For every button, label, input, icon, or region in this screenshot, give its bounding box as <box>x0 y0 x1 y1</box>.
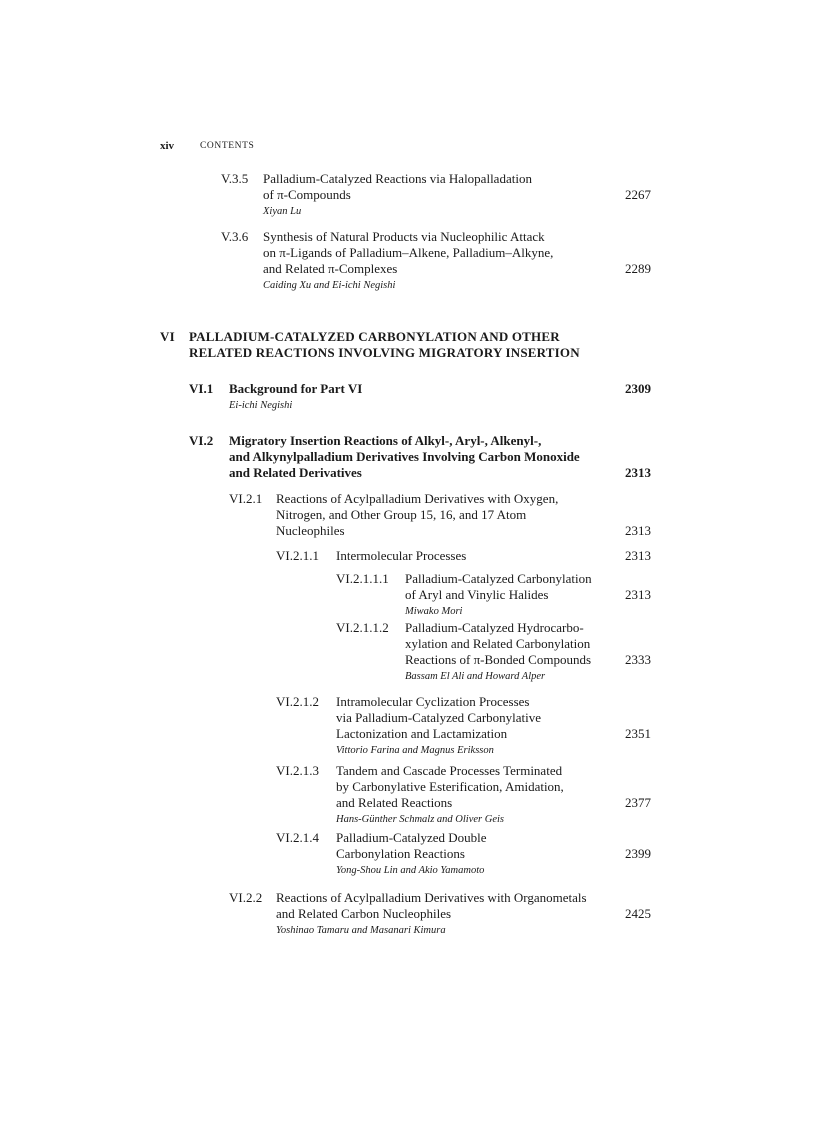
toc-entry-id: V.3.6 <box>221 229 249 244</box>
toc-entry-id: VI.2.1.2 <box>276 694 319 709</box>
toc-entry-title: Reactions of π-Bonded Compounds <box>405 652 592 667</box>
toc-entry-id: VI.2.1.3 <box>276 763 319 778</box>
toc-entry-title: Palladium-Catalyzed Reactions via Halopalladation <box>263 171 532 186</box>
page-number: xiv <box>160 140 175 152</box>
toc-entry-author: Yong-Shou Lin and Akio Yamamoto <box>336 865 485 876</box>
toc-entry-page: 2313 <box>625 587 651 602</box>
toc-entry-title: Intermolecular Processes <box>336 548 467 563</box>
toc-entry-page: 2425 <box>625 906 651 921</box>
toc-entry-id: VI.2.1.4 <box>276 830 319 845</box>
toc-entry-title: Nucleophiles <box>276 523 345 538</box>
toc-entry-title: Synthesis of Natural Products via Nucleophilic Attack <box>263 229 545 244</box>
toc-entry-title: and Related Reactions <box>336 795 453 810</box>
toc-entry-title: of π-Compounds <box>263 187 351 202</box>
part-title: RELATED REACTIONS INVOLVING MIGRATORY INSERTION <box>189 345 580 360</box>
toc-entry-title: and Related π-Complexes <box>263 261 398 276</box>
toc-entry-title: Lactonization and Lactamization <box>336 726 508 741</box>
toc-entry-author: Bassam El Ali and Howard Alper <box>405 671 546 682</box>
toc-entry-title: Intramolecular Cyclization Processes <box>336 694 530 709</box>
toc-entry-title: Palladium-Catalyzed Hydrocarbo- <box>405 620 584 635</box>
toc-entry-page: 2333 <box>625 652 651 667</box>
toc-entry-author: Vittorio Farina and Magnus Eriksson <box>336 745 494 756</box>
toc-entry-author: Caiding Xu and Ei-ichi Negishi <box>263 280 396 291</box>
toc-entry-title: xylation and Related Carbonylation <box>405 636 591 651</box>
section-title: Migratory Insertion Reactions of Alkyl-, Aryl-, Alkenyl-, <box>229 433 542 448</box>
toc-entry-author: Hans-Günther Schmalz and Oliver Geis <box>336 814 504 825</box>
part-title: PALLADIUM-CATALYZED CARBONYLATION AND OTHER <box>189 329 560 344</box>
toc-entry-page: 2351 <box>625 726 651 741</box>
toc-entry-title: Palladium-Catalyzed Carbonylation <box>405 571 592 586</box>
section-title: and Alkynylpalladium Derivatives Involving Carbon Monoxide <box>229 449 580 464</box>
toc-entry-page: 2267 <box>625 187 651 202</box>
toc-entry-id: VI.2.1.1 <box>276 548 319 563</box>
section-title: and Related Derivatives <box>229 465 362 480</box>
toc-entry-title: on π-Ligands of Palladium–Alkene, Palladium–Alkyne, <box>263 245 554 260</box>
toc-entry-author: Yoshinao Tamaru and Masanari Kimura <box>276 925 446 936</box>
section-page: 2309 <box>625 381 651 396</box>
toc-entry-title: via Palladium-Catalyzed Carbonylative <box>336 710 542 725</box>
section-author: Ei-ichi Negishi <box>229 400 293 411</box>
toc-entry-title: Reactions of Acylpalladium Derivatives with Oxygen, <box>276 491 559 506</box>
toc-entry-page: 2289 <box>625 261 651 276</box>
toc-entry-title: Palladium-Catalyzed Double <box>336 830 487 845</box>
running-head: CONTENTS <box>200 141 255 151</box>
toc-entry-id: VI.2.2 <box>229 890 263 905</box>
toc-entry-title: of Aryl and Vinylic Halides <box>405 587 549 602</box>
toc-entry-title: Reactions of Acylpalladium Derivatives with Organometals <box>276 890 587 905</box>
toc-entry-page: 2313 <box>625 523 651 538</box>
section-title: Background for Part VI <box>229 381 363 396</box>
toc-entry-title: Carbonylation Reactions <box>336 846 465 861</box>
toc-entry-title: Nitrogen, and Other Group 15, 16, and 17 Atom <box>276 507 527 522</box>
section-page: 2313 <box>625 465 651 480</box>
toc-entry-author: Xiyan Lu <box>263 206 302 217</box>
section-id: VI.1 <box>189 381 214 396</box>
section-id: VI.2 <box>189 433 214 448</box>
toc-entry-page: 2399 <box>625 846 651 861</box>
toc-entry-id: VI.2.1 <box>229 491 263 506</box>
toc-entry-id: VI.2.1.1.2 <box>336 620 389 635</box>
toc-entry-title: by Carbonylative Esterification, Amidation, <box>336 779 564 794</box>
toc-entry-title: and Related Carbon Nucleophiles <box>276 906 452 921</box>
toc-entry-id: V.3.5 <box>221 171 249 186</box>
toc-entry-page: 2313 <box>625 548 651 563</box>
toc-entry-title: Tandem and Cascade Processes Terminated <box>336 763 563 778</box>
toc-entry-author: Miwako Mori <box>405 606 463 617</box>
toc-entry-id: VI.2.1.1.1 <box>336 571 389 586</box>
part-number: VI <box>160 329 175 344</box>
toc-entry-page: 2377 <box>625 795 651 810</box>
